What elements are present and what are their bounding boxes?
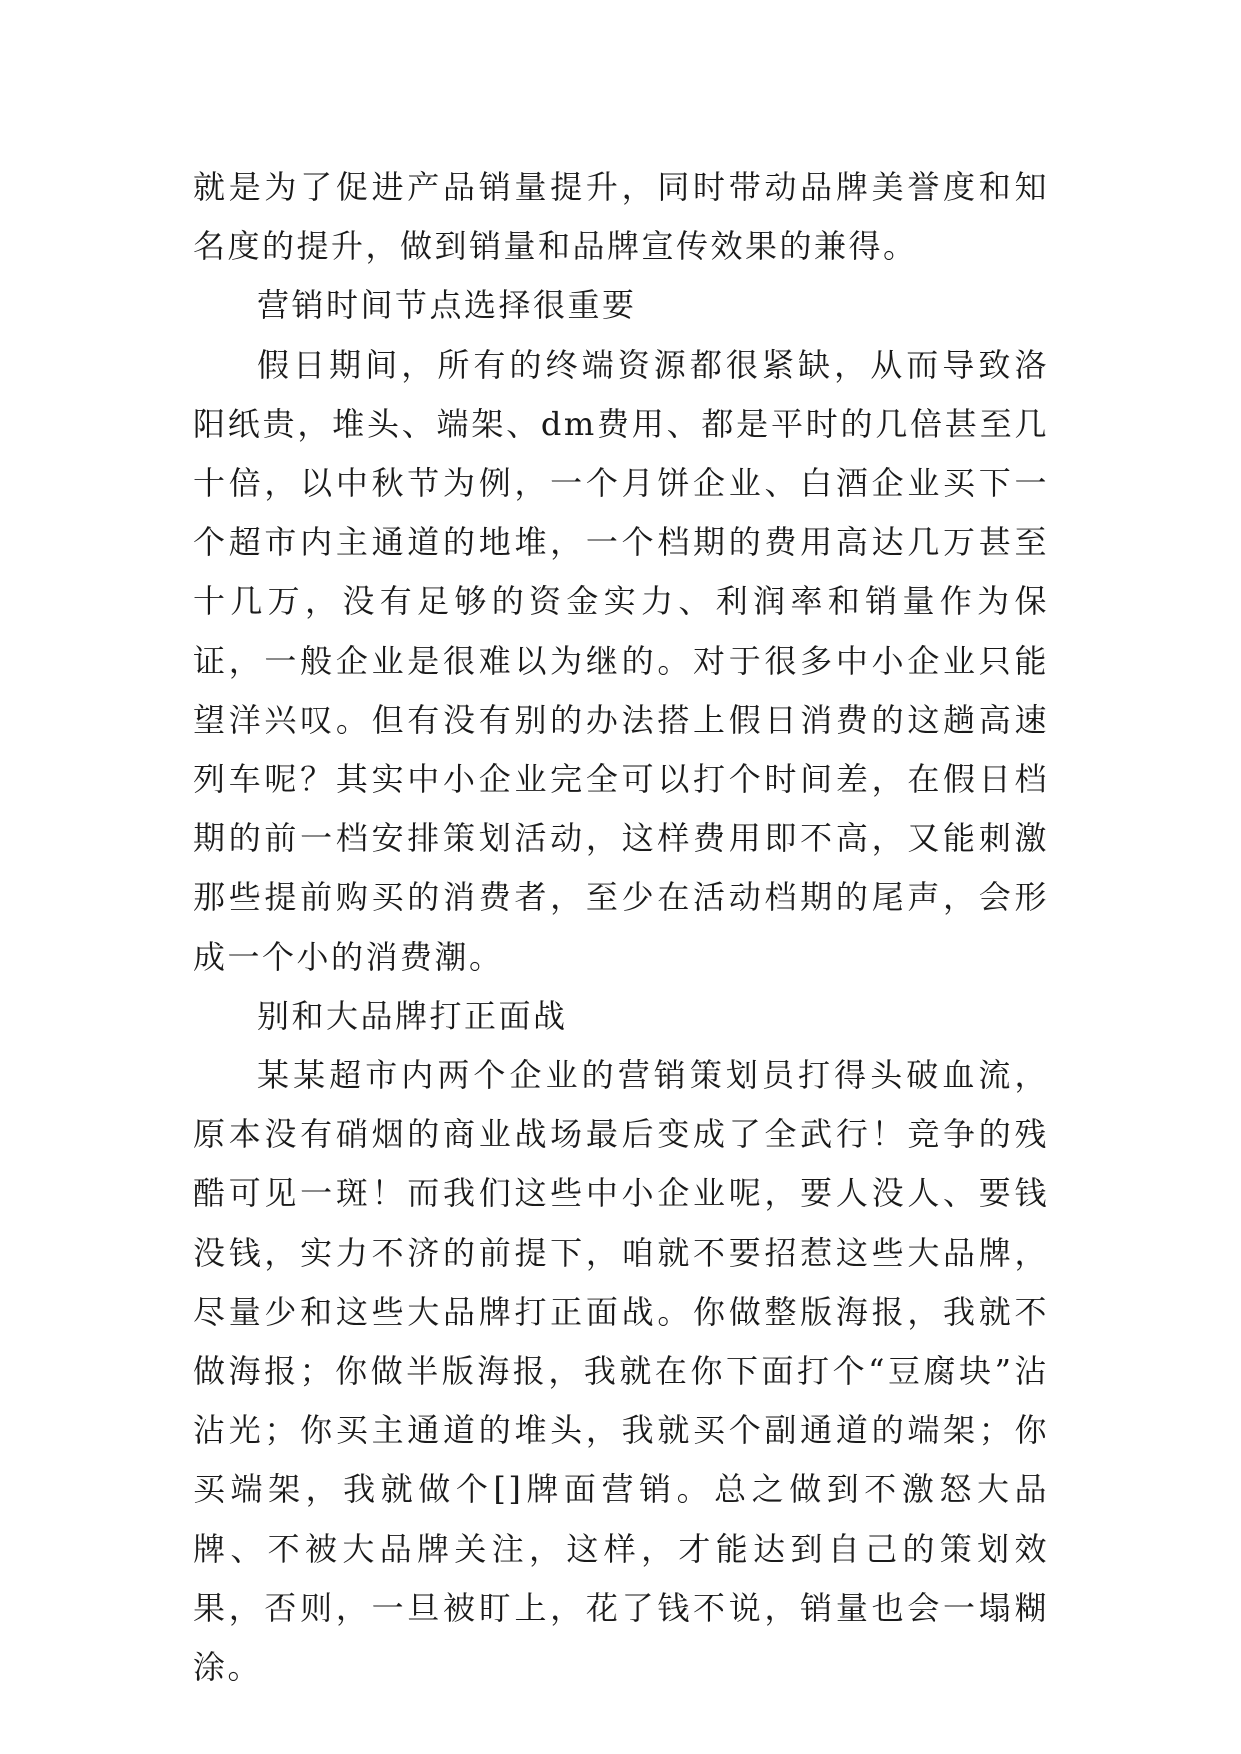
section-heading-timing: 营销时间节点选择很重要 xyxy=(257,286,637,325)
document-body xyxy=(193,158,1049,1697)
paragraph-continuation: 就是为了促进产品销量提升，同时带动品牌美誉度和知名度的提升，做到销量和品牌宣传效果的兼得。 xyxy=(193,168,1049,266)
section-heading-avoid-brands: 别和大品牌打正面战 xyxy=(257,996,568,1035)
paragraph-competition: 某某超市内两个企业的营销策划员打得头破血流，原本没有硝烟的商业战场最后变成了全武行！竞争的残酷可见一斑！而我们这些中小企业呢，要人没人、要钱没钱，实力不济的前提下，咱就不要招惹这些大品牌，尽量少和这些大品牌打正面战。你做整版海报，我就不做海报；你做半版海报，我就在你下面打个“豆腐块”沾沾光；你买主通道的堆头，我就买个副通道的端架；你买端架，我就做个[]牌面营销。总之做到不激怒大品牌、不被大品牌关注，这样，才能达到自己的策划效果，否则，一旦被盯上，花了钱不说，销量也会一塌糊涂。 xyxy=(193,1056,1049,1687)
paragraph-holiday-resources: 假日期间，所有的终端资源都很紧缺，从而导致洛阳纸贵，堆头、端架、dm费用、都是平时的几倍甚至几十倍，以中秋节为例，一个月饼企业、白酒企业买下一个超市内主通道的地堆，一个档期的费用高达几万甚至十几万，没有足够的资金实力、利润率和销量作为保证，一般企业是很难以为继的。对于很多中小企业只能望洋兴叹。但有没有别的办法搭上假日消费的这趟高速列车呢？其实中小企业完全可以打个时间差，在假日档期的前一档安排策划活动，这样费用即不高，又能刺激那些提前购买的消费者，至少在活动档期的尾声，会形成一个小的消费潮。 xyxy=(193,345,1049,976)
